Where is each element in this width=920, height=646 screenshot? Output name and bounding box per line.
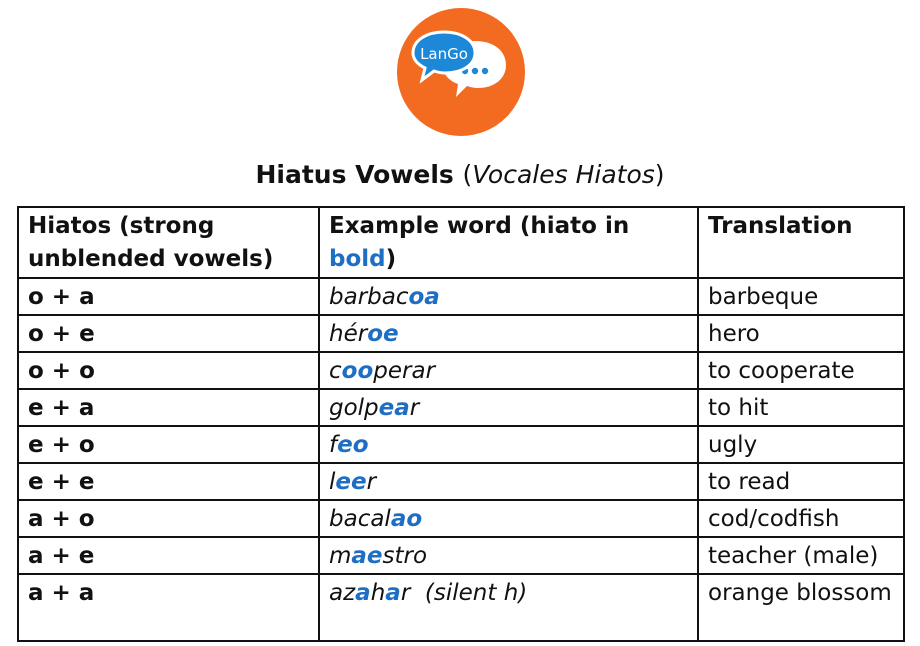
translation: teacher (male) bbox=[698, 537, 904, 574]
word-part: c bbox=[329, 358, 342, 384]
header-example-word bbox=[319, 207, 698, 278]
word-part: h bbox=[370, 580, 386, 606]
word-part: f bbox=[329, 432, 338, 458]
translation: barbeque bbox=[698, 278, 904, 315]
word-part: stro bbox=[382, 543, 428, 569]
logo-dot bbox=[482, 68, 488, 74]
translation: to cooperate bbox=[698, 352, 904, 389]
translation: orange blossom bbox=[698, 574, 904, 641]
example-word bbox=[319, 389, 698, 426]
vowel-pair: a + e bbox=[18, 537, 319, 574]
example-word bbox=[319, 278, 698, 315]
title-close-paren: ) bbox=[654, 160, 665, 189]
title-main: Hiatus Vowels bbox=[255, 160, 454, 189]
table-row bbox=[18, 389, 904, 426]
translation: ugly bbox=[698, 426, 904, 463]
word-part: bacal bbox=[329, 506, 391, 532]
vowel-pair: o + o bbox=[18, 352, 319, 389]
word-hiato: ee bbox=[335, 469, 367, 495]
word-part: az bbox=[329, 580, 356, 606]
title-open-paren: ( bbox=[462, 160, 473, 189]
translation: to read bbox=[698, 463, 904, 500]
vowel-pair: o + a bbox=[18, 278, 319, 315]
header-hiatos: Hiatos (strong unblended vowels) bbox=[18, 207, 319, 278]
page-title bbox=[0, 158, 920, 192]
example-word bbox=[319, 574, 698, 641]
vowel-pair: o + e bbox=[18, 315, 319, 352]
word-hiato: oa bbox=[408, 284, 440, 310]
word-part: golp bbox=[329, 395, 379, 421]
word-part: r bbox=[366, 469, 377, 495]
vowel-pair: a + o bbox=[18, 500, 319, 537]
example-word bbox=[319, 315, 698, 352]
example-word bbox=[319, 500, 698, 537]
word-hiato: a bbox=[385, 580, 401, 606]
table-row bbox=[18, 463, 904, 500]
translation: to hit bbox=[698, 389, 904, 426]
logo-text: LanGo bbox=[420, 45, 468, 63]
title-spanish: Vocales Hiatos bbox=[472, 160, 655, 189]
translation: cod/codfish bbox=[698, 500, 904, 537]
example-word bbox=[319, 426, 698, 463]
example-word bbox=[319, 352, 698, 389]
table-row bbox=[18, 426, 904, 463]
word-part: m bbox=[329, 543, 352, 569]
table-row bbox=[18, 315, 904, 352]
header-example-pre: Example word (hiato in bbox=[329, 213, 630, 239]
word-part: r bbox=[400, 580, 411, 606]
vowel-pair: e + a bbox=[18, 389, 319, 426]
word-hiato: oo bbox=[341, 358, 374, 384]
vowel-pair: e + e bbox=[18, 463, 319, 500]
table-row bbox=[18, 352, 904, 389]
word-part: perar bbox=[373, 358, 436, 384]
header-example-bold: bold bbox=[329, 246, 386, 272]
word-part: r bbox=[409, 395, 420, 421]
table-row bbox=[18, 574, 904, 641]
example-note: (silent h) bbox=[424, 580, 528, 606]
header-translation: Translation bbox=[698, 207, 904, 278]
header-example-post: ) bbox=[385, 246, 397, 272]
vowel-pair: e + o bbox=[18, 426, 319, 463]
word-part: barbac bbox=[329, 284, 409, 310]
logo-dot bbox=[472, 68, 478, 74]
table-row bbox=[18, 278, 904, 315]
word-part: hér bbox=[329, 321, 368, 347]
table-row bbox=[18, 500, 904, 537]
vowel-pair: a + a bbox=[18, 574, 319, 641]
translation: hero bbox=[698, 315, 904, 352]
lango-logo bbox=[396, 7, 526, 137]
example-word bbox=[319, 537, 698, 574]
hiatus-table bbox=[17, 206, 905, 642]
word-hiato: eo bbox=[337, 432, 369, 458]
word-hiato: ao bbox=[390, 506, 423, 532]
word-hiato: a bbox=[355, 580, 371, 606]
example-word bbox=[319, 463, 698, 500]
word-hiato: oe bbox=[367, 321, 399, 347]
word-hiato: ea bbox=[378, 395, 410, 421]
table-row bbox=[18, 537, 904, 574]
word-hiato: ae bbox=[351, 543, 383, 569]
table-header-row bbox=[18, 207, 904, 278]
word-part: l bbox=[329, 469, 336, 495]
